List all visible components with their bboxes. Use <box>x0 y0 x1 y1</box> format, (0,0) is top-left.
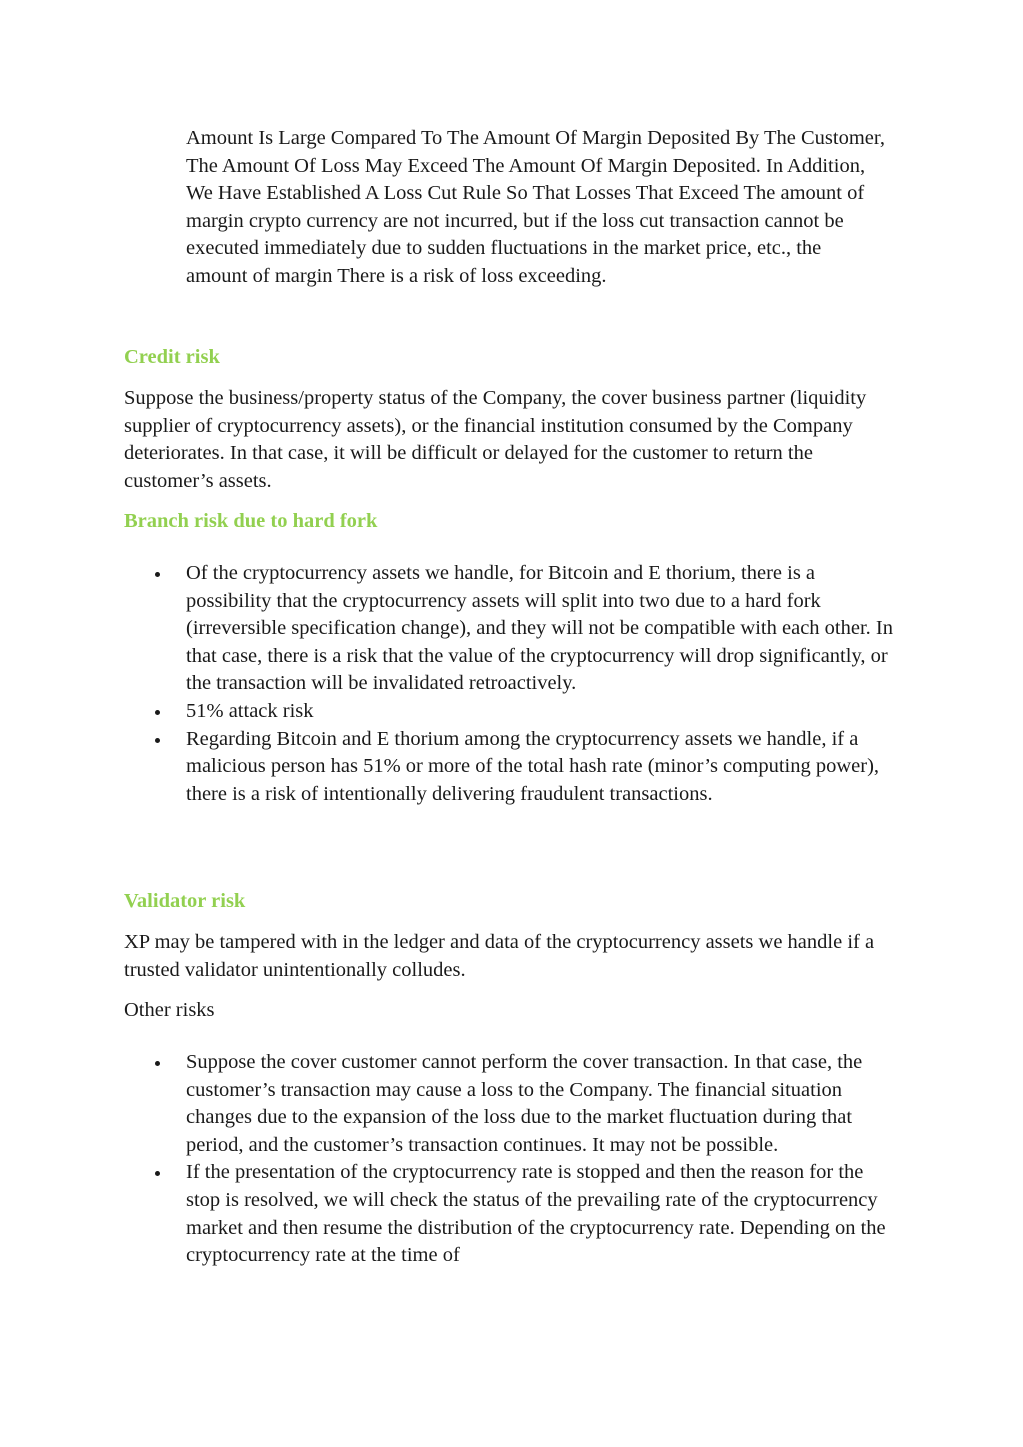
validator-risk-paragraph: XP may be tampered with in the ledger and data of the cryptocurrency assets we handle if a trusted validator unintentionally colludes. <box>124 931 875 981</box>
list-item-text: 51% attack risk <box>186 699 314 722</box>
bullet-icon <box>155 1171 160 1176</box>
bullet-icon <box>155 1061 160 1066</box>
list-item <box>186 698 896 726</box>
branch-risk-heading: Branch risk due to hard fork <box>124 510 378 532</box>
list-item <box>186 726 896 809</box>
bullet-icon <box>155 738 160 743</box>
other-risks-label: Other risks <box>124 999 215 1021</box>
credit-risk-paragraph: Suppose the business/property status of the Company, the cover business partner (liquidity supplier of cryptocurrency assets), or the financial institution consumed by the Company deteriorates. In that case, it will be difficult or delayed for the customer to return the customer’s assets. <box>124 387 867 492</box>
list-item-text: Regarding Bitcoin and E thorium among the cryptocurrency assets we handle, if a malicious person has 51% or more of the total hash rate (minor’s computing power), there is a risk of intentionally delivering fraudulent transactions. <box>186 727 880 805</box>
list-item <box>186 1159 896 1269</box>
intro-paragraph: Amount Is Large Compared To The Amount Of Margin Deposited By The Customer, The Amount Of Loss May Exceed The Amount Of Margin Deposited. In Addition, We Have Established A Loss Cut Rule So That Losses That Exceed The amount of margin crypto currency are not incurred, but if the loss cut transaction cannot be executed immediately due to sudden fluctuations in the market price, etc., the amount of margin There is a risk of loss exceeding. <box>186 127 886 287</box>
other-risks-list <box>186 1049 896 1270</box>
list-item <box>186 1049 896 1159</box>
credit-risk-heading: Credit risk <box>124 346 220 368</box>
list-item-text: Of the cryptocurrency assets we handle, for Bitcoin and E thorium, there is a possibility that the cryptocurrency assets will split into two due to a hard fork (irreversible specification change), and they will not be compatible with each other. In that case, there is a risk that the value of the cryptocurrency will drop significantly, or the transaction will be invalidated retroactively. <box>186 562 893 695</box>
list-item-text: Suppose the cover customer cannot perform the cover transaction. In that case, the customer’s transaction may cause a loss to the Company. The financial situation changes due to the expansion of the loss due to the market fluctuation during that period, and the customer’s transaction continues. It may not be possible. <box>186 1051 863 1156</box>
bullet-icon <box>155 572 160 577</box>
list-item-text: If the presentation of the cryptocurrency rate is stopped and then the reason for the stop is resolved, we will check the status of the prevailing rate of the cryptocurrency market and then resume the distribution of the cryptocurrency rate. Depending on the cryptocurrency rate at the time of <box>186 1161 886 1267</box>
validator-risk-heading: Validator risk <box>124 890 246 912</box>
branch-risk-list <box>186 560 896 808</box>
bullet-icon <box>155 710 160 715</box>
list-item <box>186 560 896 698</box>
